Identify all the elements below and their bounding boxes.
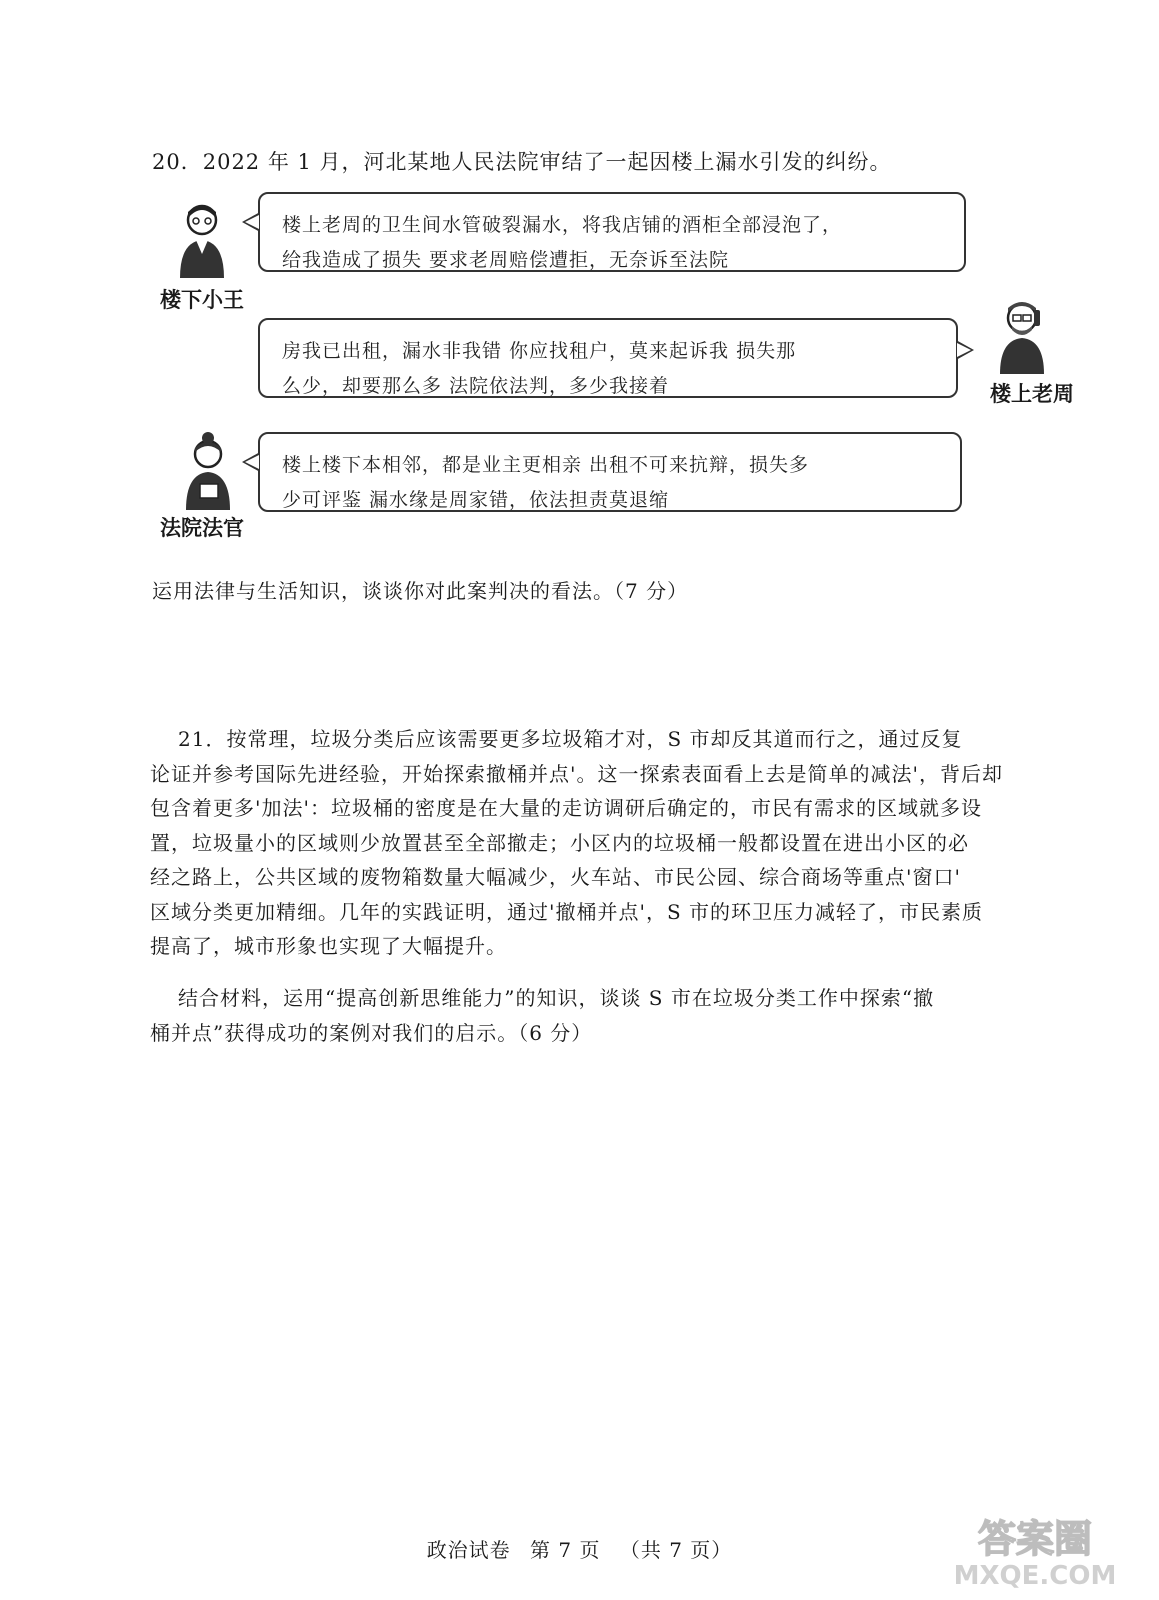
speech-bubble-laozhou — [258, 318, 958, 398]
speaker-label-judge: 法院法官 — [160, 516, 244, 540]
person-icon-laozhou — [992, 296, 1052, 374]
watermark-top: 答案圈 — [977, 1517, 1093, 1561]
question-20-title: 20．2022 年 1 月，河北某地人民法院审结了一起因楼上漏水引发的纠纷。 — [152, 150, 892, 174]
material-line: 包含着更多'加法'：垃圾桶的密度是在大量的走访调研后确定的，市民有需求的区域就多设 — [150, 796, 982, 820]
speech-bubble-xiaowang — [258, 192, 966, 272]
footer-page: 第 7 页 — [530, 1538, 601, 1562]
bubble-line: 楼上老周的卫生间水管破裂漏水，将我店铺的酒柜全部浸泡了， — [282, 214, 843, 236]
material-line: 置，垃圾量小的区域则少放置甚至全部撤走；小区内的垃圾桶一般都设置在进出小区的必 — [150, 830, 969, 855]
speaker-label-xiaowang: 楼下小王 — [160, 288, 244, 312]
material-line: 论证并参考国际先进经验，开始探索撤桶并点'。这一探索表面看上去是简单的减法'，背后却 — [150, 761, 1003, 786]
speaker-label-laozhou: 楼上老周 — [990, 382, 1074, 406]
person-icon-judge — [178, 432, 238, 510]
question-21-material — [150, 722, 1030, 964]
footer-total: （共 7 页） — [619, 1538, 733, 1562]
question-20-prompt: 运用法律与生活知识，谈谈你对此案判决的看法。（7 分） — [152, 579, 689, 603]
bubble-line: 楼上楼下本相邻，都是业主更相亲 出租不可来抗辩，损失多 — [282, 454, 810, 476]
material-line: 区域分类更加精细。几年的实践证明，通过'撤桶并点'，S 市的环卫压力减轻了，市民素质 — [150, 899, 984, 924]
material-line: 经之路上，公共区域的废物箱数量大幅减少，火车站、市民公园、综合商场等重点'窗口' — [150, 865, 961, 889]
material-line: 提高了，城市形象也实现了大幅提升。 — [150, 934, 507, 958]
bubble-line: 少可评鉴 漏水缘是周家错，依法担责莫退缩 — [282, 489, 670, 511]
person-icon-xiaowang — [172, 200, 232, 278]
watermark-logo — [930, 1510, 1140, 1590]
footer-subject: 政治试卷 — [426, 1538, 511, 1562]
bubble-line: 给我造成了损失 要求老周赔偿遭拒，无奈诉至法院 — [282, 249, 730, 271]
question-21-prompt — [150, 981, 934, 1050]
prompt-line: 结合材料，运用“提高创新思维能力”的知识，谈谈 S 市在垃圾分类工作中探索“撤 — [178, 986, 935, 1010]
speech-bubble-judge — [258, 432, 962, 512]
prompt-line: 桶并点”获得成功的案例对我们的启示。（6 分） — [150, 1020, 593, 1045]
material-line: 21．按常理，垃圾分类后应该需要更多垃圾箱才对，S 市却反其道而行之，通过反复 — [178, 727, 963, 751]
watermark-bottom: MXQE.COM — [953, 1561, 1117, 1590]
bubble-line: 房我已出租，漏水非我错 你应找租户，莫来起诉我 损失那 — [282, 340, 797, 362]
bubble-line: 么少，却要那么多 法院依法判，多少我接着 — [282, 375, 670, 397]
